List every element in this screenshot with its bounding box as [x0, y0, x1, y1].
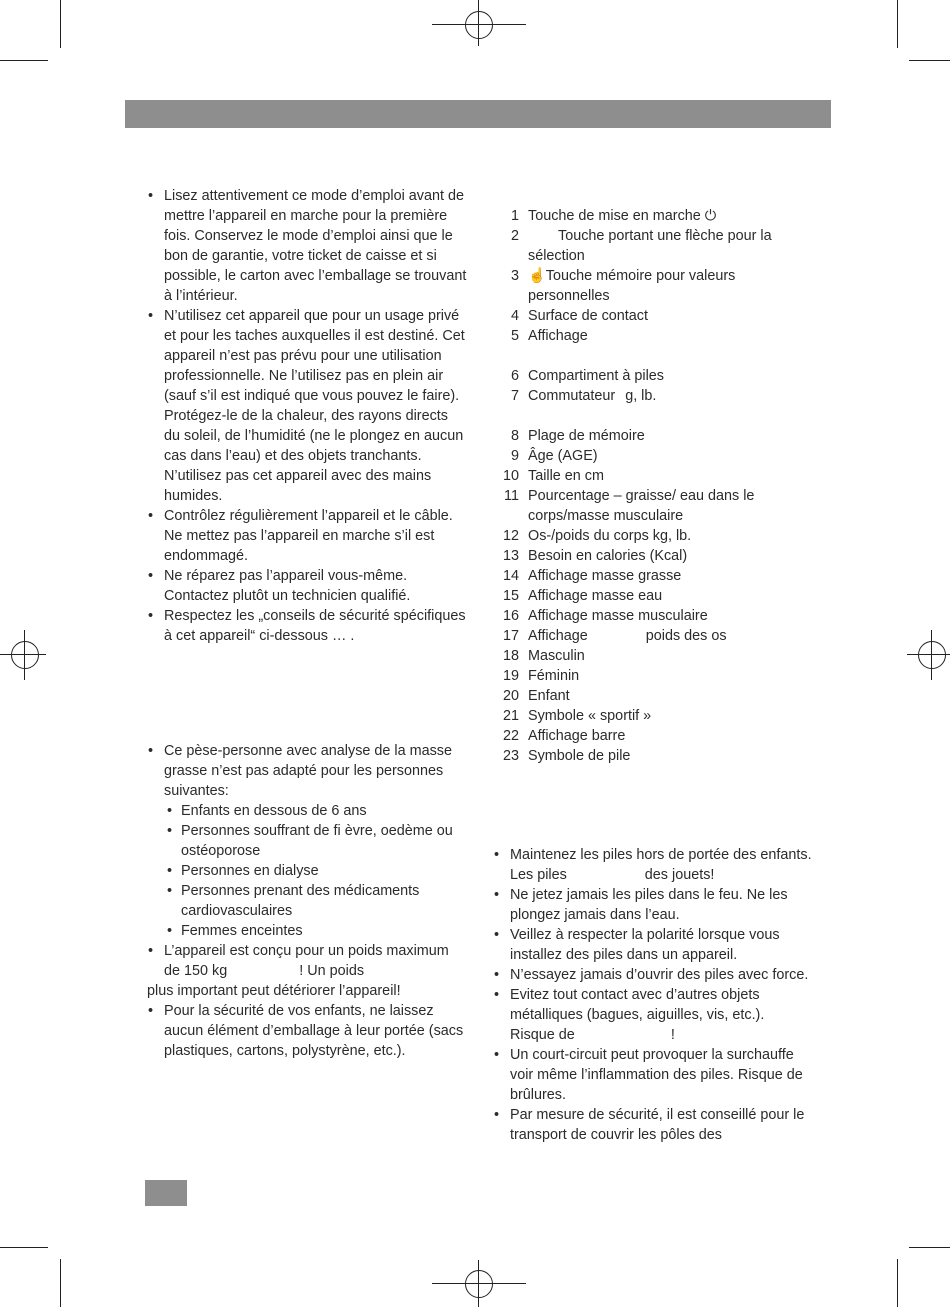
list-item: • Respectez les „conseils de sécurité spécifiques à cet appareil“ ci-dessous … .: [147, 606, 467, 646]
left-column-specific: [147, 741, 467, 1061]
part-item: 2 Touche portant une flèche pour la sélection: [510, 228, 772, 264]
crop-mark: [0, 1247, 48, 1248]
list-item: • Contrôlez régulièrement l’appareil et le câble. Ne mettez pas l’appareil en marche s’il est endommagé.: [147, 506, 467, 566]
max-weight-warning: ! Un poids: [299, 963, 365, 979]
part-item: 20 Enfant: [502, 688, 570, 704]
crop-mark: [909, 60, 950, 61]
crop-mark: [0, 60, 48, 61]
list-item: • Maintenez les piles hors de portée des enfants. Les piles des jouets!: [493, 845, 813, 885]
list-item: [147, 941, 467, 1001]
battery-safety-list: [493, 845, 813, 1145]
part-item: 4 Surface de contact: [510, 308, 648, 324]
header-bar: [125, 100, 831, 128]
left-column: [147, 186, 467, 646]
list-item: • Evitez tout contact avec d’autres objets métalliques (bagues, aiguilles, vis, etc.). Risque de !: [493, 985, 813, 1045]
part-item: 16 Affichage masse musculaire: [502, 608, 708, 624]
part-item: 12 Os-/poids du corps kg, lb.: [502, 528, 692, 544]
list-item: • Par mesure de sécurité, il est conseillé pour le transport de couvrir les pôles des: [493, 1105, 813, 1145]
parts-list-column: [493, 206, 813, 766]
part-item: 22 Affichage barre: [502, 728, 626, 744]
hand-icon: ☝: [528, 268, 546, 284]
sub-list-item: • Personnes souffrant de fi èvre, oedème ou ostéoporose: [164, 821, 467, 861]
list-item: • N’utilisez cet appareil que pour un usage privé et pour les taches auxquelles il est destiné. Cet appareil n’est pas prévu pour une utilisation professionnelle. Ne l’utilisez pas en plein air (sauf s’il est indiqué que vous pouvez le faire). Protégez-le de la chaleur, des rayons directs du soleil, de l’humidité (ne le plongez en aucun cas dans l’eau) et des objets tranchants. N’utilisez pas cet appareil avec des mains humides.: [147, 306, 467, 506]
crop-mark: [897, 1259, 898, 1307]
part-item: 8 Plage de mémoire: [510, 428, 645, 444]
part-item: 18 Masculin: [502, 648, 585, 664]
list-item: • Lisez attentivement ce mode d’emploi avant de mettre l’appareil en marche pour la première fois. Conservez le mode d’emploi ainsi que le bon de garantie, votre ticket de caisse et si possible, le carton avec l’emballage se trouvant à l’intérieur.: [147, 186, 467, 306]
list-item: • Ne jetez jamais les piles dans le feu. Ne les plongez jamais dans l’eau.: [493, 885, 813, 925]
specific-safety-list: [147, 741, 467, 1061]
sub-list-item: • Femmes enceintes: [164, 921, 467, 941]
list-item: • Un court-circuit peut provoquer la surchauffe voir même l’inflammation des piles. Risque de brûlures.: [493, 1045, 813, 1105]
list-item: • Pour la sécurité de vos enfants, ne laissez aucun élément d’emballage à leur portée (sacs plastiques, cartons, polystyrène, etc.).: [147, 1001, 467, 1061]
unsuitable-persons-list: [164, 801, 467, 941]
unsuitable-persons-intro: Ce pèse-personne avec analyse de la masse grasse n’est pas adapté pour les personnes suivantes:: [164, 743, 452, 799]
sub-list-item: • Personnes en dialyse: [164, 861, 467, 881]
part-item: 7 Commutateur g, lb.: [510, 388, 657, 404]
list-item: • N’essayez jamais d’ouvrir des piles avec force.: [493, 965, 813, 985]
part-item: 14 Affichage masse grasse: [502, 568, 682, 584]
power-icon: ⏻: [704, 208, 717, 224]
max-weight-plus: plus: [147, 983, 174, 999]
crop-mark: [60, 0, 61, 48]
crop-mark: [897, 0, 898, 48]
part-item: 19 Féminin: [502, 668, 580, 684]
part-item: 17 Affichage poids des os: [502, 628, 727, 644]
list-item: [147, 741, 467, 941]
max-weight-text: L’appareil est conçu pour un poids maximum de 150 kg: [164, 943, 449, 979]
list-item: • Veillez à respecter la polarité lorsque vous installez des piles dans un appareil.: [493, 925, 813, 965]
part-item: 1 Touche de mise en marche ⏻: [510, 208, 717, 224]
max-weight-damage: important peut détériorer l’appareil!: [177, 983, 401, 999]
battery-safety-column: [493, 845, 813, 1145]
sub-list-item: • Personnes prenant des médicaments cardiovasculaires: [164, 881, 467, 921]
list-item: • Ne réparez pas l’appareil vous-même. Contactez plutôt un technicien qualifié.: [147, 566, 467, 606]
crop-mark: [909, 1247, 950, 1248]
page-number-tab: [145, 1180, 187, 1206]
parts-list: [493, 206, 813, 766]
part-item: 10 Taille en cm: [502, 468, 604, 484]
part-item: 21 Symbole « sportif »: [502, 708, 652, 724]
sub-list-item: • Enfants en dessous de 6 ans: [164, 801, 467, 821]
part-item: 13 Besoin en calories (Kcal): [502, 548, 688, 564]
part-item: 5 Affichage: [510, 328, 588, 344]
part-item: 15 Affichage masse eau: [502, 588, 663, 604]
part-item: 9 Âge (AGE): [510, 448, 598, 464]
part-item: 3 ☝ Touche mémoire pour valeurs personnelles: [510, 268, 736, 304]
general-safety-list: [147, 186, 467, 646]
part-item: 6 Compartiment à piles: [510, 368, 664, 384]
part-item: 11 Pourcentage – graisse/ eau dans le corps/masse musculaire: [504, 488, 755, 524]
part-item: 23 Symbole de pile: [502, 748, 631, 764]
crop-mark: [60, 1259, 61, 1307]
